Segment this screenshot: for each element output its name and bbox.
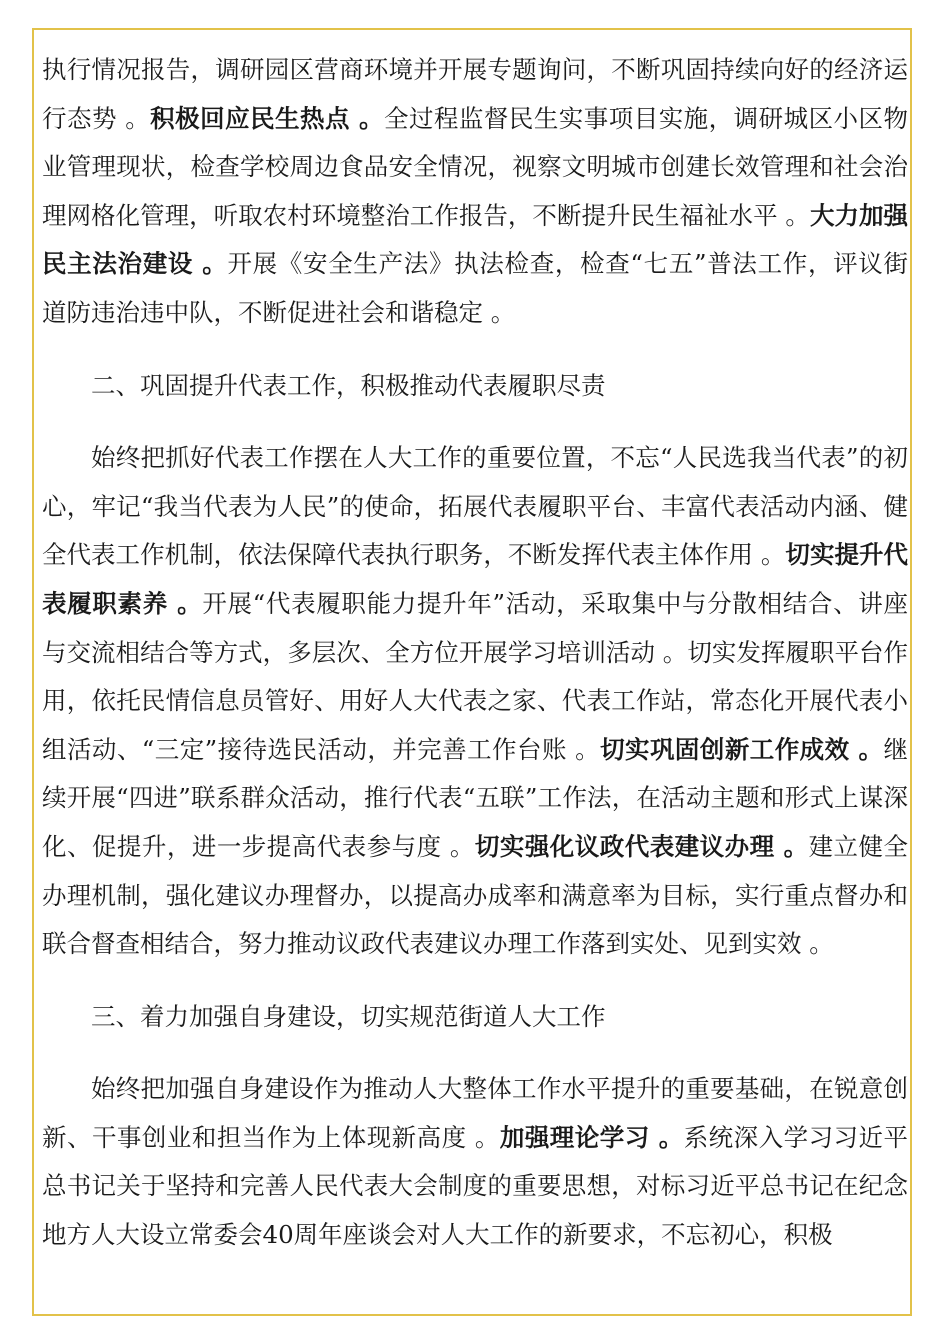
bold-subheading: 切实提升代表履职素养 。 xyxy=(42,540,909,618)
paragraph-representatives xyxy=(42,434,908,969)
bold-subheading: 大力加强民主法治建设 。 xyxy=(42,200,908,279)
section-heading-2: 二、巩固提升代表工作，积极推动代表履职尽责 xyxy=(91,370,606,400)
bold-subheading: 积极回应民生热点 。 xyxy=(150,103,384,133)
paragraph-text: 开展《安全生产法》执法检查，检查“七五”普法工作，评议街道防违治违中队，不断促进社会和谐稳定 。 xyxy=(42,249,908,327)
paragraph-text: 系统深入学习习近平总书记关于坚持和完善人民代表大会制度的重要思想，对标习近平总书记在纪念地方人大设立常委会40周年座谈会对人大工作的新要求，不忘初心，积极 xyxy=(42,1122,908,1250)
paragraph-text: 开展“代表履职能力提升年”活动，采取集中与分散相结合、讲座与交流相结合等方式，多层次、全方位开展学习培训活动 。切实发挥履职平台作用，依托民情信息员管好、用好人大代表之家、代表工作站，常态化开展代表小组活动、“三定”接待选民活动，并完善工作台账 。 xyxy=(42,588,908,764)
paragraph-text: 始终把加强自身建设作为推动人大整体工作水平提升的重要基础，在锐意创新、干事创业和担当作为上体现新高度 。 xyxy=(42,1074,908,1152)
document-body xyxy=(42,46,908,1260)
bold-subheading: 切实强化议政代表建议办理 。 xyxy=(474,831,809,861)
paragraph-self-building xyxy=(42,1065,908,1259)
paragraph-text: 继续开展“四进”联系群众活动，推行代表“五联”工作法，在活动主题和形式上谋深化、促提升，进一步提高代表参与度 。 xyxy=(42,734,908,861)
paragraph-text: 全过程监督民生实事项目实施，调研城区小区物业管理现状，检查学校周边食品安全情况，视察文明城市创建长效管理和社会治理网格化管理，听取农村环境整治工作报告，不断提升民生福祉水平 。 xyxy=(42,103,908,230)
paragraph-text: 执行情况报告，调研园区营商环境并开展专题询问，不断巩固持续向好的经济运行态势 。 xyxy=(42,55,908,133)
paragraph-text: 建立健全办理机制，强化建议办理督办，以提高办成率和满意率为目标，实行重点督办和联合督查相结合，努力推动议政代表建议办理工作落到实处、见到实效 。 xyxy=(42,831,909,959)
section-heading-3: 三、着力加强自身建设，切实规范街道人大工作 xyxy=(91,1001,606,1031)
paragraph-text: 始终把抓好代表工作摆在人大工作的重要位置，不忘“人民选我当代表”的初心，牢记“我当代表为人民”的使命，拓展代表履职平台、丰富代表活动内涵、健全代表工作机制，依法保障代表执行职务，不断发挥代表主体作用 。 xyxy=(42,443,908,570)
paragraph-continued xyxy=(42,46,908,338)
bold-subheading: 加强理论学习 。 xyxy=(499,1122,684,1152)
bold-subheading: 切实巩固创新工作成效 。 xyxy=(600,734,884,764)
